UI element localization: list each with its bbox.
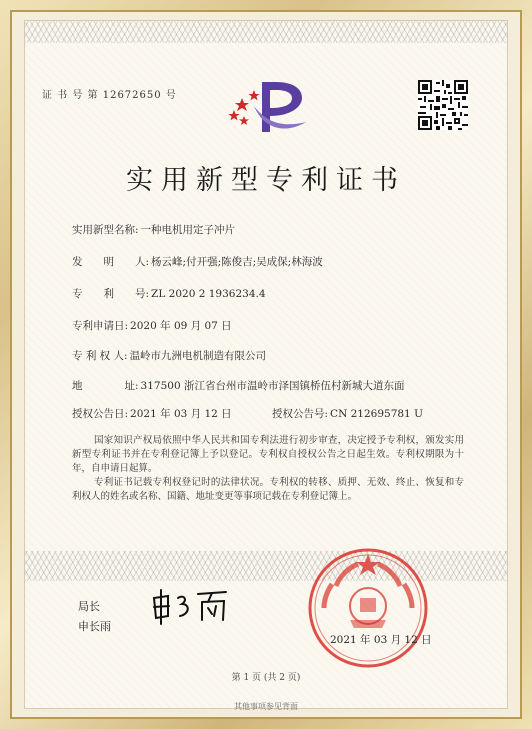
certificate-number: 证 书 号 第 12672650 号 <box>42 90 177 101</box>
field-label: 专 利 号: <box>72 288 150 300</box>
field-value: 317500 浙江省台州市温岭市泽国镇桥伍村新城大道东面 <box>140 380 405 392</box>
field-utility-model-name <box>72 222 235 237</box>
field-grant-date <box>72 406 232 421</box>
signatory-name: 申长雨 <box>78 620 111 633</box>
field-label: 授权公告号: <box>272 408 329 420</box>
field-value: 杨云峰;付开强;陈俊吉;吴成保;林海波 <box>151 256 323 268</box>
field-inventors <box>72 254 323 269</box>
certificate-title: 实用新型专利证书 <box>126 165 406 196</box>
field-patent-number <box>72 286 266 301</box>
seal-date: 2021 年 03 月 12 日 <box>330 634 432 646</box>
footer-note: 其他事项参见背面 <box>234 702 298 711</box>
qr-code-icon <box>418 80 468 130</box>
field-label: 实用新型名称: <box>72 224 139 236</box>
field-label: 专利申请日: <box>72 320 129 332</box>
field-label: 专 利 权 人: <box>72 350 128 362</box>
field-application-date <box>72 318 232 333</box>
field-label: 地 址: <box>72 380 139 392</box>
field-patentee <box>72 348 266 363</box>
signatory-title: 局长 <box>78 600 100 613</box>
field-value: 2021 年 03 月 12 日 <box>130 408 232 420</box>
bottom-guilloche-pattern <box>25 551 507 581</box>
page-number: 第 1 页 (共 2 页) <box>231 673 301 683</box>
paragraph-grant-statement: 国家知识产权局依照中华人民共和国专利法进行初步审查，决定授予专利权，颁发实用新型专利证书并在专利登记簿上予以登记。专利权自授权公告之日起生效。专利权期限为十年，自申请日起算。 <box>72 435 464 474</box>
field-value: ZL 2020 2 1936234.4 <box>151 288 266 300</box>
field-value: 一种电机用定子冲片 <box>140 224 236 236</box>
field-value: 温岭市九洲电机制造有限公司 <box>129 350 267 362</box>
handwritten-signature-icon <box>150 586 230 626</box>
field-label: 授权公告日: <box>72 408 129 420</box>
field-value: 2020 年 09 月 07 日 <box>130 320 232 332</box>
field-label: 发 明 人: <box>72 256 150 268</box>
field-announcement-number <box>272 406 423 421</box>
cnipa-logo-icon <box>226 76 310 138</box>
paragraph-legal-status: 专利证书记载专利权登记时的法律状况。专利权的转移、质押、无效、终止、恢复和专利权人的姓名或名称、国籍、地址变更等事项记载在专利登记簿上。 <box>72 477 464 502</box>
official-seal-icon <box>306 546 430 670</box>
top-guilloche-pattern <box>25 21 507 43</box>
field-address <box>72 378 404 393</box>
field-value: CN 212695781 U <box>330 408 423 420</box>
